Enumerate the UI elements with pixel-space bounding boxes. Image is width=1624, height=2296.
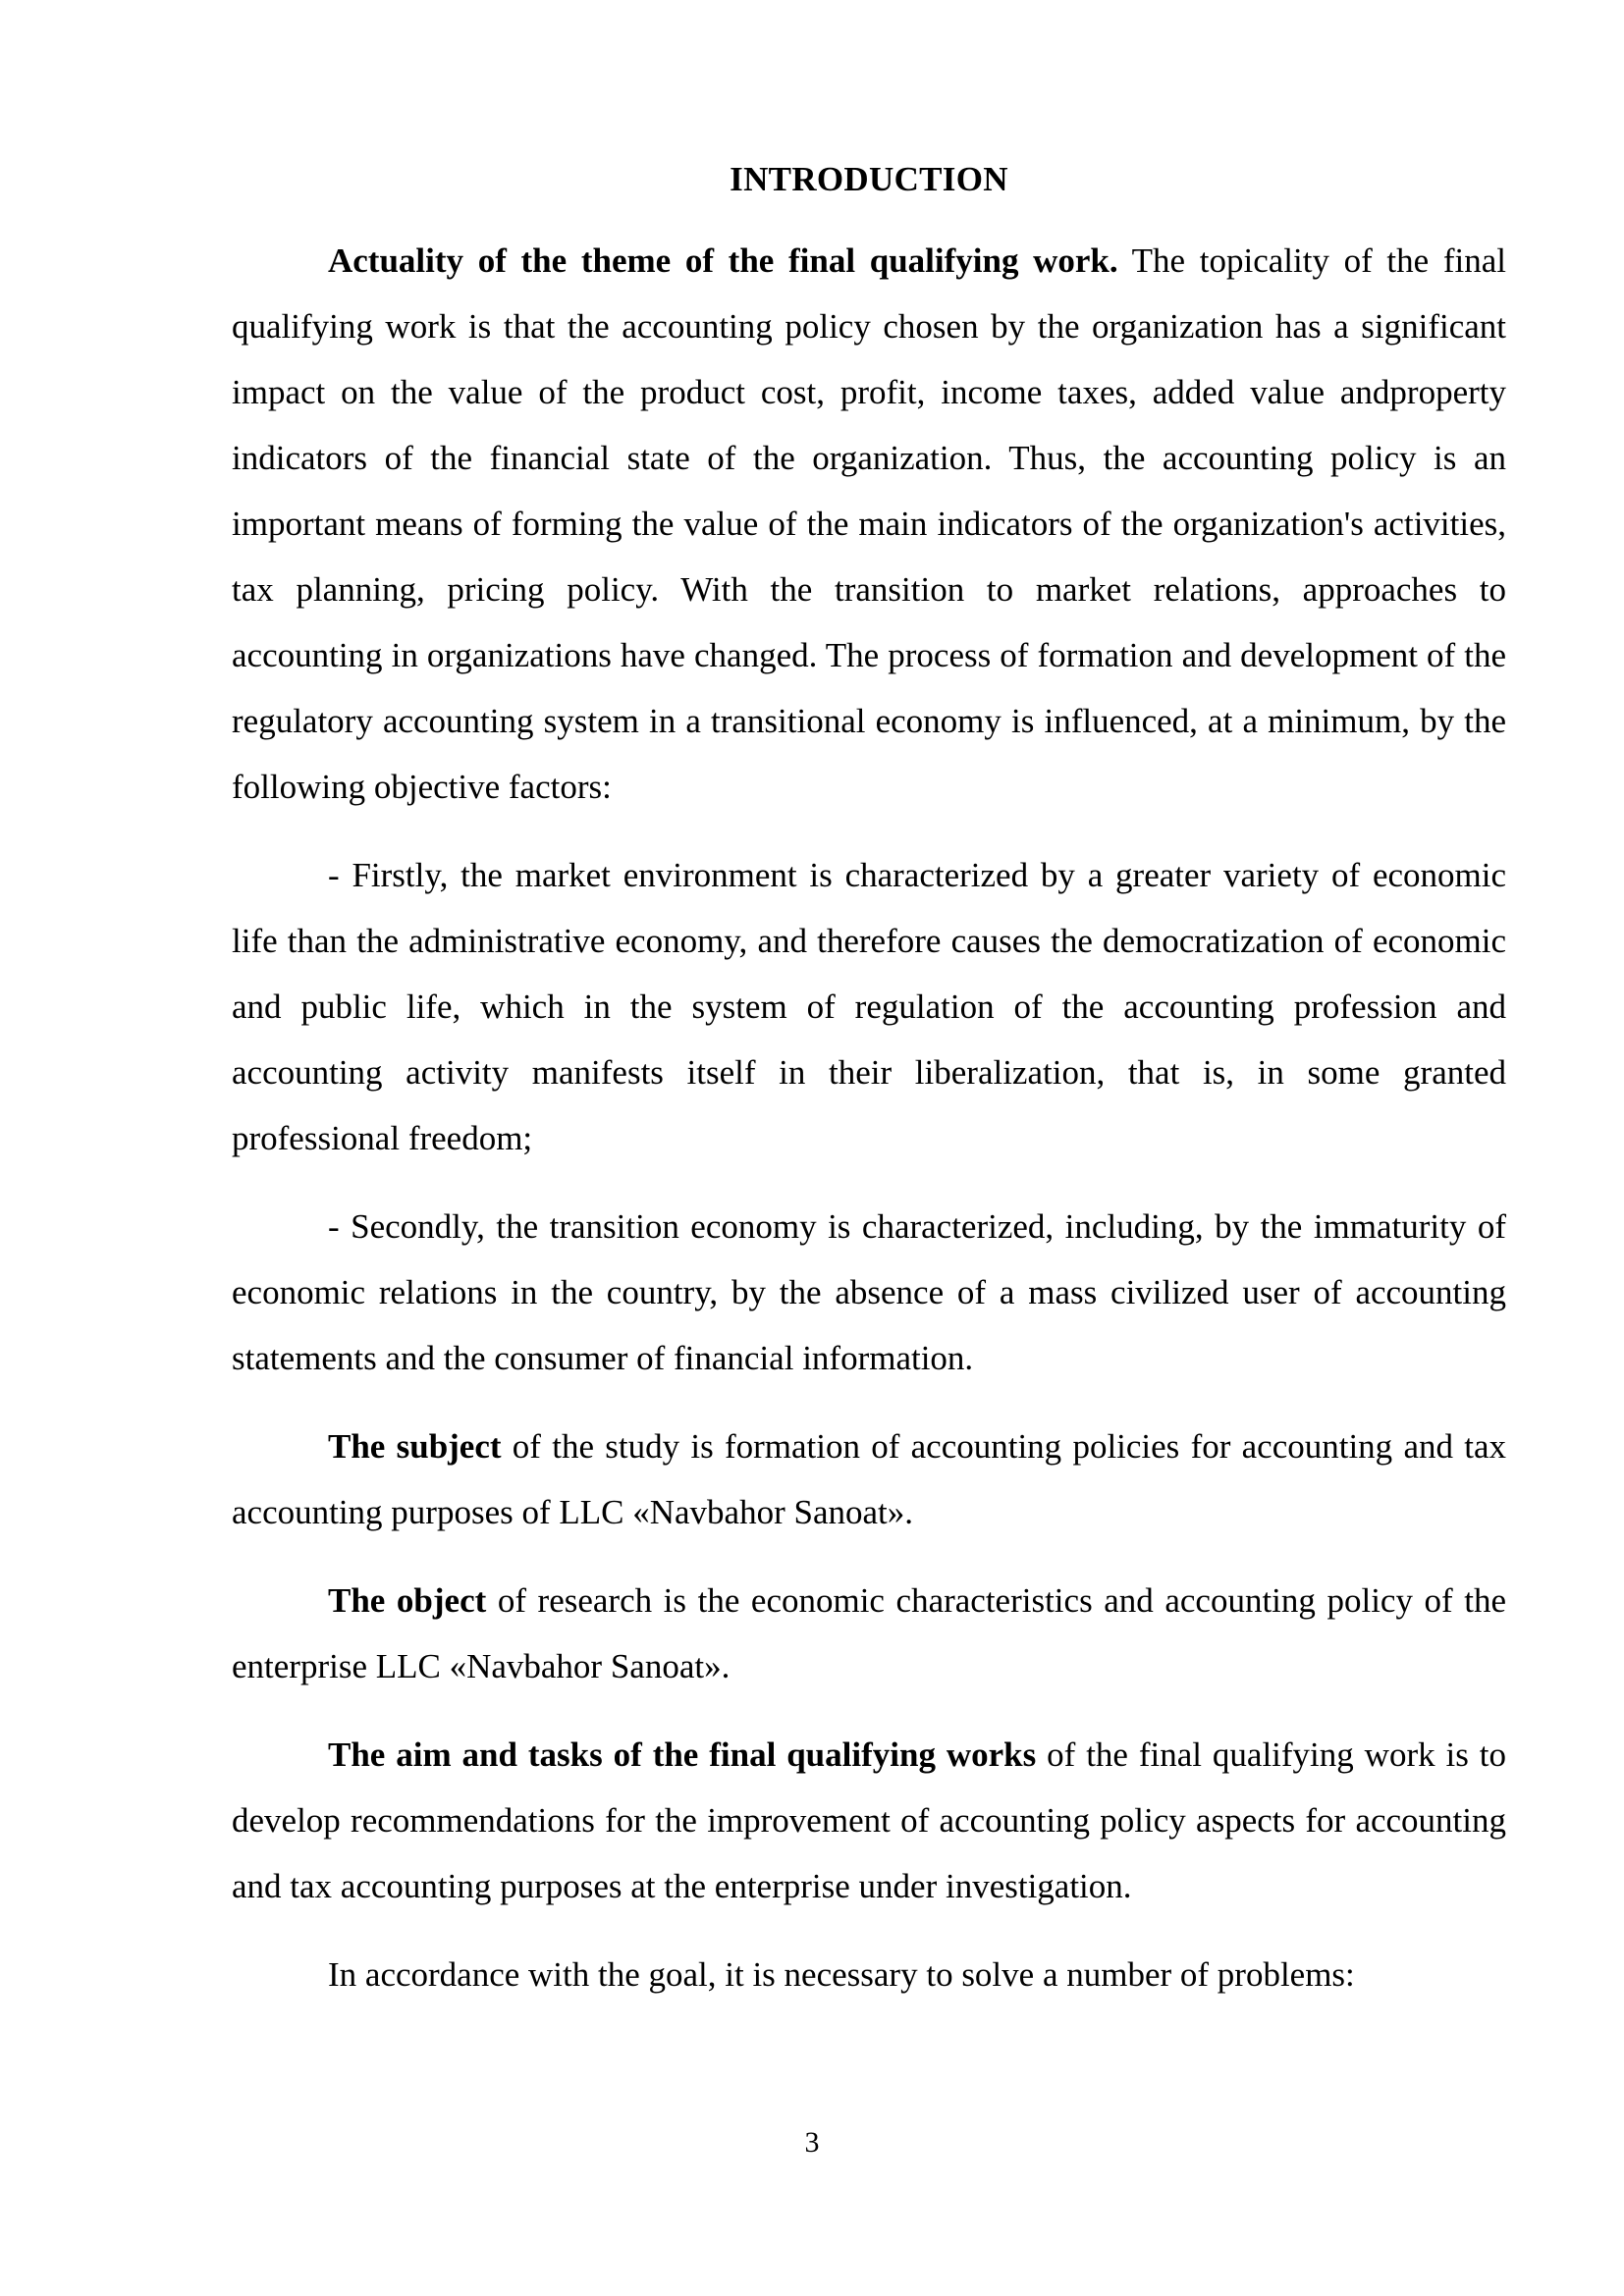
paragraph-subject: [232, 1414, 1506, 1545]
paragraph-aim: [232, 1722, 1506, 1919]
paragraph-secondly: [232, 1194, 1506, 1391]
section-heading: INTRODUCTION: [730, 160, 1008, 198]
paragraph-lead: Actuality of the theme of the final qualifying work.: [328, 241, 1118, 280]
paragraph-goal: [232, 1942, 1506, 2007]
paragraph-text: The topicality of the final qualifying work is that the accounting policy chosen by the organization has a significant impact on the value of the product cost, profit, income taxes, added value andproperty indicators of the financial state of the organization. Thus, the accounting policy is an important means of forming the value of the main indicators of the organization's activities, tax planning, pricing policy. With the transition to market relations, approaches to accounting in organizations have changed. The process of formation and development of the regulatory accounting system in a transitional economy is influenced, at a minimum, by the following objective factors:: [232, 241, 1506, 806]
paragraph-actuality: [232, 228, 1506, 820]
paragraph-text: of the final qualifying work is to develop recommendations for the improvement of accounting policy aspects for accounting and tax accounting purposes at the enterprise under investigation.: [232, 1735, 1506, 1905]
paragraph-text: of research is the economic characteristics and accounting policy of the enterprise LLC «Navbahor Sanoat».: [232, 1581, 1506, 1685]
paragraph-lead: The subject: [328, 1427, 502, 1466]
paragraph-firstly: [232, 842, 1506, 1171]
paragraph-text: - Secondly, the transition economy is characterized, including, by the immaturity of economic relations in the country, by the absence of a mass civilized user of accounting statements and the consumer of financial information.: [232, 1207, 1506, 1377]
page-number: 3: [804, 2126, 820, 2159]
paragraph-object: [232, 1568, 1506, 1699]
paragraph-text: In accordance with the goal, it is necessary to solve a number of problems:: [328, 1955, 1355, 1994]
paragraph-lead: The aim and tasks of the final qualifying works: [328, 1735, 1037, 1774]
paragraph-lead: The object: [328, 1581, 487, 1620]
paragraph-text: of the study is formation of accounting policies for accounting and tax accounting purposes of LLC «Navbahor Sanoat».: [232, 1427, 1506, 1531]
page-content: [232, 147, 1506, 2030]
paragraph-text: - Firstly, the market environment is characterized by a greater variety of economic life than the administrative economy, and therefore causes the democratization of economic and public life, which in the system of regulation of the accounting profession and accounting activity manifests itself in their liberalization, that is, in some granted professional freedom;: [232, 856, 1506, 1157]
